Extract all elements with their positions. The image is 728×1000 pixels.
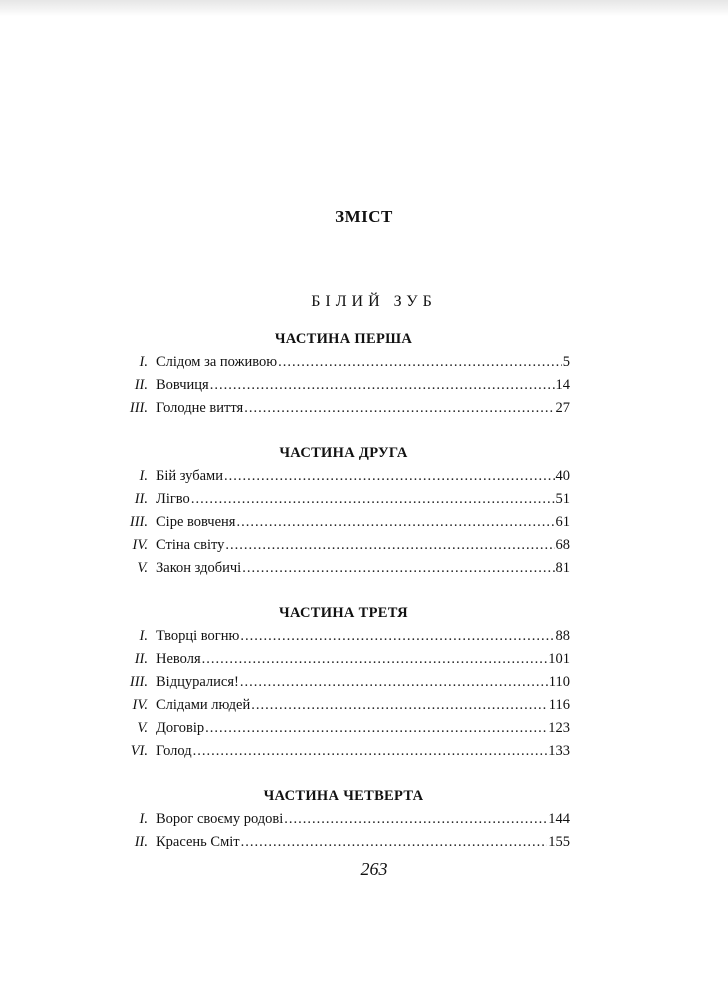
- dot-leader: [205, 720, 547, 737]
- chapter-page: 40: [555, 468, 570, 484]
- chapter-numeral: II.: [134, 651, 148, 667]
- dot-leader: [202, 651, 548, 668]
- chapter-numeral: IV.: [132, 537, 148, 553]
- toc-entry: [117, 400, 570, 422]
- chapter-page: 14: [555, 377, 570, 393]
- toc-entry: [117, 674, 570, 696]
- page-number: 263: [360, 859, 388, 879]
- dot-leader: [191, 491, 555, 508]
- toc-entry: [117, 354, 570, 376]
- dot-leader: [244, 400, 554, 417]
- part-title-4: ЧАСТИНА ЧЕТВЕРТА: [263, 788, 424, 804]
- chapter-page: 133: [548, 743, 570, 759]
- dot-leader: [236, 514, 554, 531]
- toc-entry: [117, 720, 570, 742]
- toc-entry: [117, 468, 570, 490]
- chapter-title: Бій зубами: [156, 468, 223, 484]
- toc-entry: [117, 697, 570, 719]
- dot-leader: [251, 697, 548, 714]
- chapter-page: 110: [548, 674, 570, 690]
- chapter-title: Творці вогню: [156, 628, 240, 644]
- dot-leader: [284, 811, 547, 828]
- chapter-title: Голодне виття: [156, 400, 244, 416]
- dot-leader: [225, 537, 554, 554]
- chapter-title: Слідом за поживою: [156, 354, 278, 370]
- toc-entry: [117, 377, 570, 399]
- chapter-title: Неволя: [156, 651, 201, 667]
- dot-leader: [210, 377, 555, 394]
- chapter-numeral: I.: [139, 628, 148, 644]
- dot-leader: [193, 743, 548, 760]
- dot-leader: [240, 628, 554, 645]
- toc-entry: [117, 743, 570, 765]
- chapter-title: Вовчиця: [156, 377, 209, 393]
- dot-leader: [224, 468, 555, 485]
- chapter-page: 123: [548, 720, 570, 736]
- chapter-numeral: I.: [139, 811, 148, 827]
- chapter-title: Ворог своєму родові: [156, 811, 284, 827]
- chapter-title: Красень Сміт: [156, 834, 240, 850]
- chapter-title: Сіре вовченя: [156, 514, 236, 530]
- chapter-page: 5: [562, 354, 570, 370]
- chapter-page: 155: [548, 834, 570, 850]
- chapter-page: 144: [548, 811, 570, 827]
- chapter-numeral: VI.: [130, 743, 148, 759]
- chapter-page: 116: [548, 697, 570, 713]
- chapter-title: Відцуралися!: [156, 674, 239, 690]
- toc-entry: [117, 628, 570, 650]
- chapter-numeral: V.: [137, 720, 148, 736]
- chapter-page: 81: [555, 560, 570, 576]
- chapter-numeral: IV.: [132, 697, 148, 713]
- chapter-page: 51: [555, 491, 570, 507]
- chapter-numeral: III.: [129, 674, 148, 690]
- toc-entry: [117, 811, 570, 833]
- dot-leader: [242, 560, 554, 577]
- chapter-title: Лігво: [156, 491, 190, 507]
- toc-entry: [117, 514, 570, 536]
- chapter-title: Голод: [156, 743, 192, 759]
- chapter-numeral: I.: [139, 354, 148, 370]
- chapter-numeral: III.: [129, 514, 148, 530]
- chapter-page: 27: [555, 400, 570, 416]
- dot-leader: [278, 354, 562, 371]
- chapter-page: 61: [555, 514, 570, 530]
- chapter-title: Слідами людей: [156, 697, 251, 713]
- chapter-page: 101: [548, 651, 570, 667]
- chapter-title: Стіна світу: [156, 537, 225, 553]
- part-title-2: ЧАСТИНА ДРУГА: [279, 445, 408, 461]
- chapter-numeral: V.: [137, 560, 148, 576]
- part-title-1: ЧАСТИНА ПЕРША: [274, 331, 413, 347]
- toc-entry: [117, 491, 570, 513]
- toc-entry: [117, 834, 570, 856]
- chapter-numeral: I.: [139, 468, 148, 484]
- contents-title: ЗМІСТ: [335, 207, 393, 226]
- chapter-numeral: III.: [129, 400, 148, 416]
- dot-leader: [241, 834, 548, 851]
- chapter-page: 68: [555, 537, 570, 553]
- toc-entry: [117, 651, 570, 673]
- chapter-numeral: II.: [134, 834, 148, 850]
- toc-entry: [117, 537, 570, 559]
- chapter-title: Закон здобичі: [156, 560, 242, 576]
- chapter-numeral: II.: [134, 377, 148, 393]
- part-title-3: ЧАСТИНА ТРЕТЯ: [279, 605, 408, 621]
- book-title: БІЛИЙ ЗУБ: [311, 293, 437, 310]
- chapter-page: 88: [555, 628, 570, 644]
- toc-entry: [117, 560, 570, 582]
- chapter-numeral: II.: [134, 491, 148, 507]
- dot-leader: [240, 674, 548, 691]
- chapter-title: Договір: [156, 720, 205, 736]
